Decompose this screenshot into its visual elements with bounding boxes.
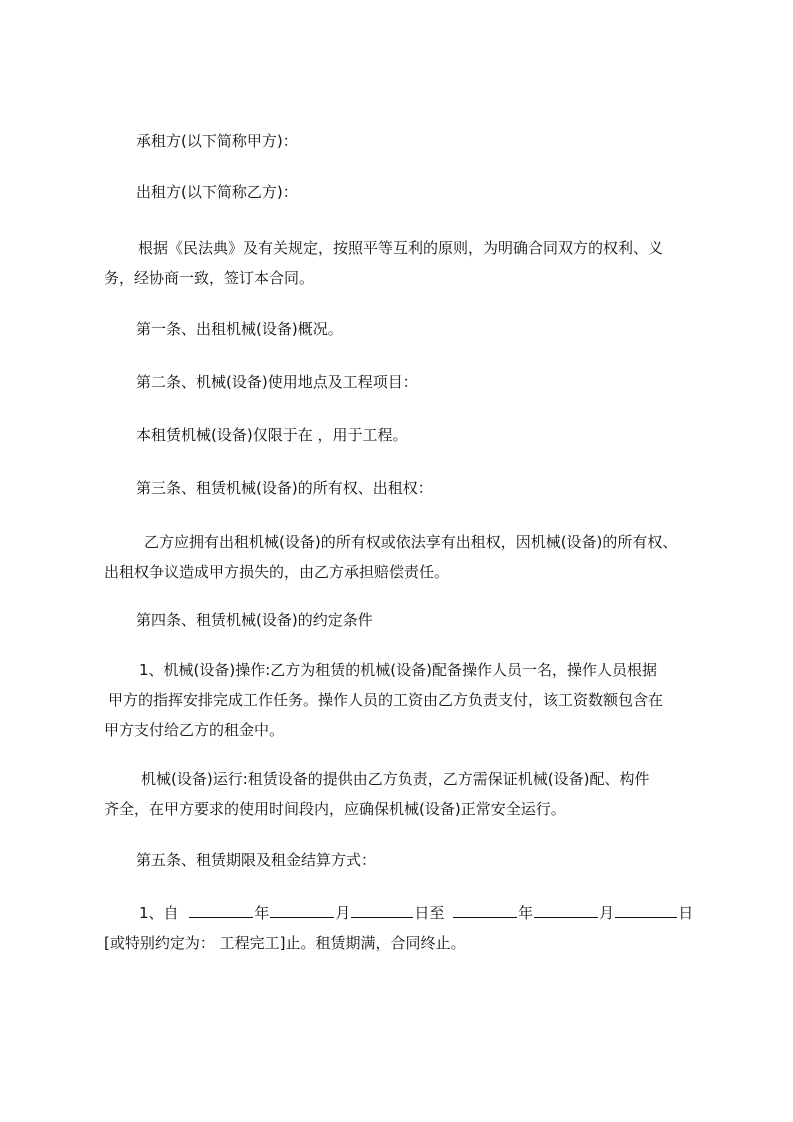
start-month-blank[interactable] — [270, 899, 334, 918]
term-month-2: 月 — [599, 904, 615, 922]
term-day-2: 日 — [678, 904, 694, 922]
term-line-2: [或特别约定为： 工程完工]止。租赁期满，合同终止。 — [104, 934, 466, 952]
intro-line-2: 务，经协商一致，签订本合同。 — [104, 269, 315, 287]
article-3-text-line-2: 出租权争议造成甲方损失的，由乙方承担赔偿责任。 — [104, 563, 450, 581]
term-year-2: 年 — [518, 904, 534, 922]
article-3-heading: 第三条、租赁机械(设备)的所有权、出租权： — [136, 479, 433, 497]
intro-line-1: 根据《民法典》及有关规定，按照平等互利的原则，为明确合同双方的权利、义 — [138, 239, 664, 257]
article-2-heading: 第二条、机械(设备)使用地点及工程项目： — [136, 373, 418, 391]
term-prefix: 1、自 — [139, 904, 179, 922]
article-4-item-1-line-3: 甲方支付给乙方的租金中。 — [104, 721, 285, 739]
start-year-blank[interactable] — [189, 899, 253, 918]
end-month-blank[interactable] — [534, 899, 598, 918]
lessor-line: 出租方(以下简称乙方)： — [136, 183, 298, 201]
term-day-1: 日至 — [414, 904, 445, 922]
article-1-heading: 第一条、出租机械(设备)概况。 — [136, 320, 343, 338]
article-4-item-1-line-2: 甲方的指挥安排完成工作任务。操作人员的工资由乙方负责支付，该工资数额包含在 — [108, 691, 664, 709]
article-4-item-2-line-2: 齐全，在甲方要求的使用时间段内，应确保机械(设备)正常安全运行。 — [104, 800, 566, 818]
end-day-blank[interactable] — [615, 899, 677, 918]
term-month-1: 月 — [335, 904, 351, 922]
article-5-heading: 第五条、租赁期限及租金结算方式： — [136, 851, 377, 869]
term-line-1 — [139, 898, 739, 928]
article-2-text: 本租赁机械(设备)仅限于在 ，用于工程。 — [136, 426, 408, 444]
start-day-blank[interactable] — [351, 899, 413, 918]
article-4-item-2-line-1: 机械(设备)运行:租赁设备的提供由乙方负责，乙方需保证机械(设备)配、构件 — [141, 770, 650, 788]
article-3-text-line-1: 乙方应拥有出租机械(设备)的所有权或依法享有出租权，因机械(设备)的所有权、 — [144, 533, 678, 551]
article-4-item-1-line-1: 1、机械(设备)操作:乙方为租赁的机械(设备)配备操作人员一名，操作人员根据 — [139, 661, 658, 679]
article-4-heading: 第四条、租赁机械(设备)的约定条件 — [136, 611, 373, 629]
end-year-blank[interactable] — [453, 899, 517, 918]
term-year-1: 年 — [254, 904, 270, 922]
lessee-line: 承租方(以下简称甲方)： — [136, 132, 298, 150]
